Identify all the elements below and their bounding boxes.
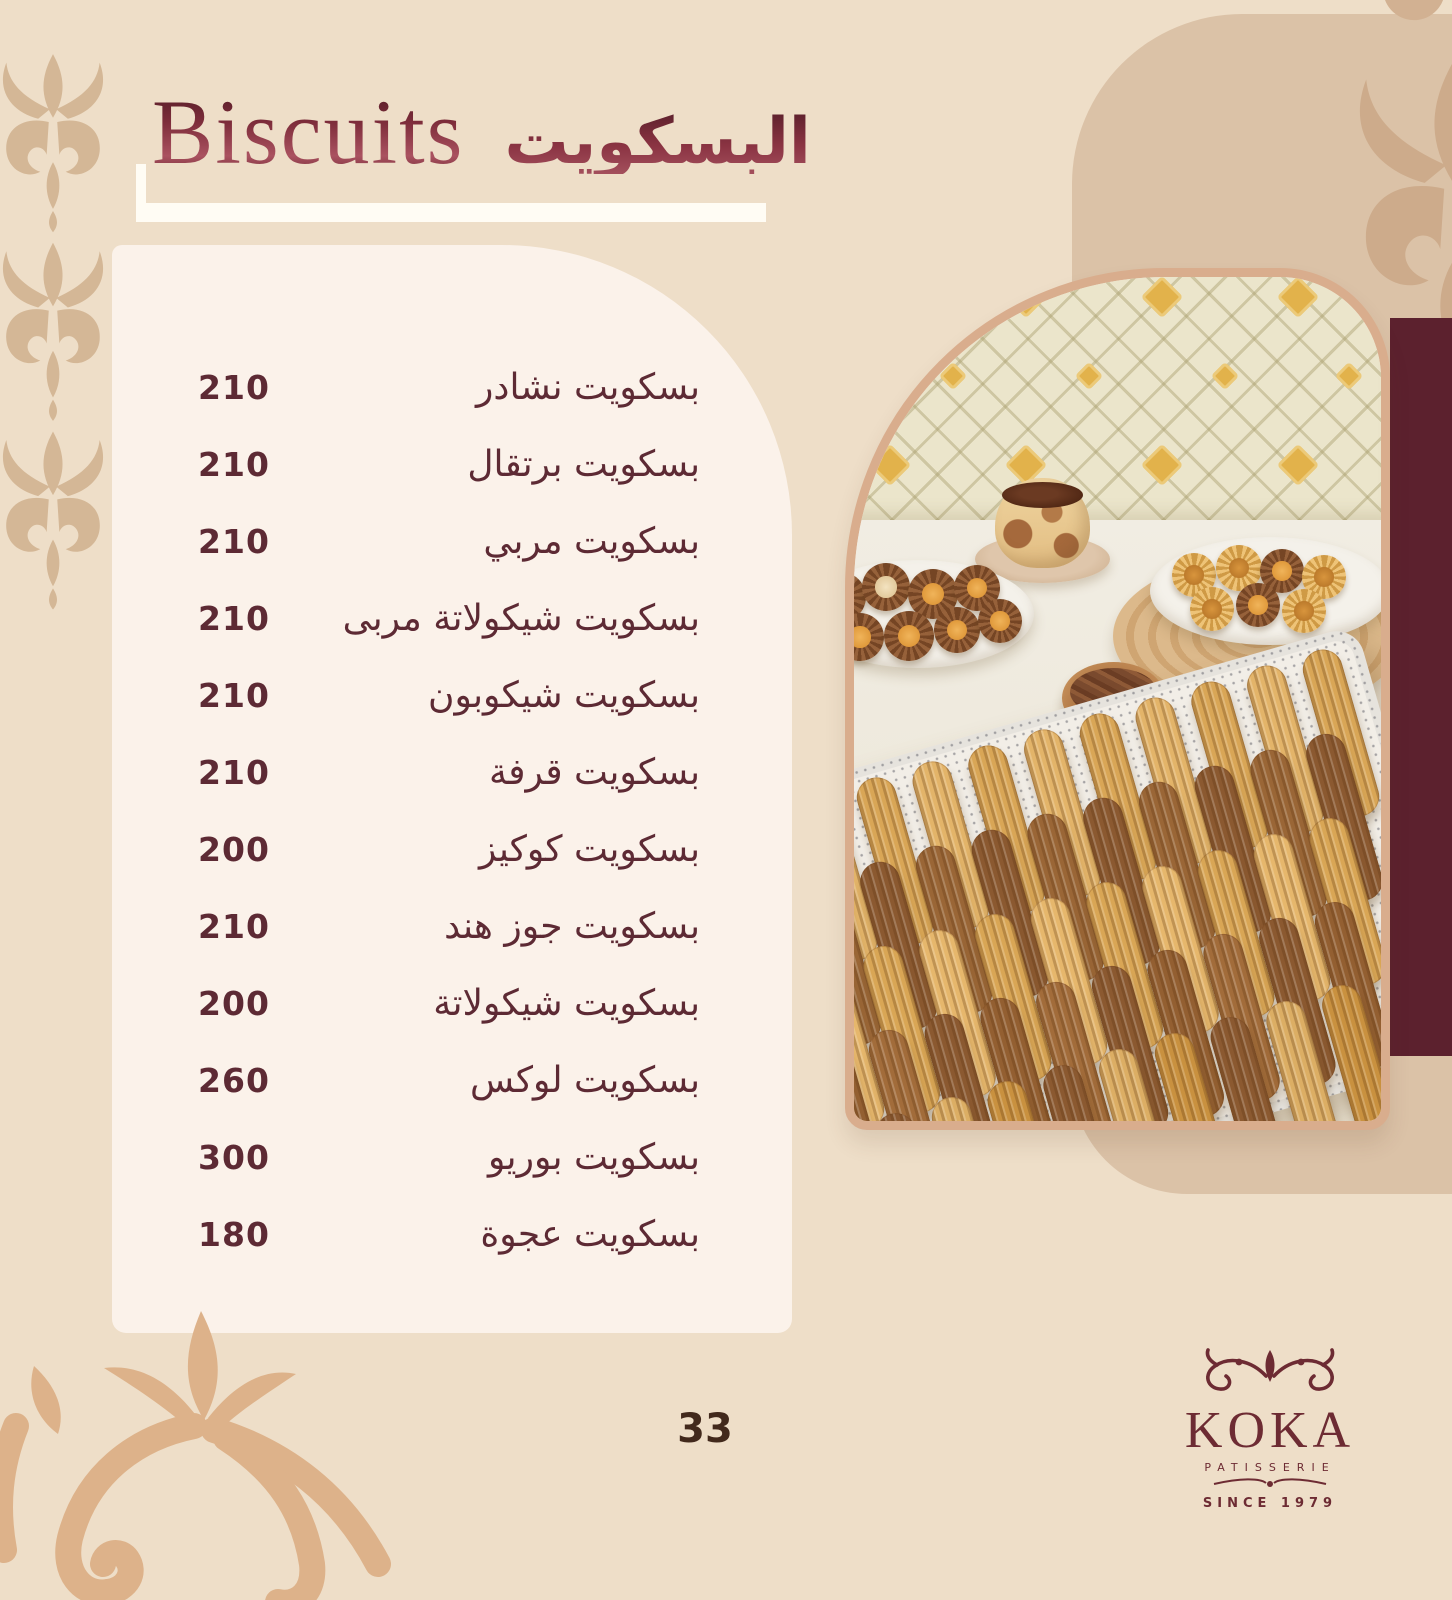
logo-flourish-icon	[1195, 1348, 1345, 1400]
title-underline	[136, 164, 766, 222]
item-price: 210	[198, 753, 270, 792]
item-price: 210	[198, 445, 270, 484]
cookie	[1190, 587, 1234, 631]
menu-row	[112, 580, 792, 657]
wallpaper-diamond	[1277, 444, 1319, 486]
wallpaper-diamond	[1075, 362, 1103, 390]
wallpaper-diamond	[1141, 444, 1183, 486]
menu-row	[112, 888, 792, 965]
menu-row	[112, 1196, 792, 1273]
menu-row	[112, 1042, 792, 1119]
item-price: 200	[198, 830, 270, 869]
menu-row	[112, 734, 792, 811]
maroon-accent-block	[1390, 318, 1452, 1056]
cookie	[884, 611, 934, 661]
item-name: بسكويت كوكيز	[478, 829, 700, 870]
brand-logo	[1150, 1348, 1390, 1511]
logo-brand: KOKA	[1184, 1402, 1356, 1459]
left-damask-ornament	[0, 52, 112, 632]
item-price: 180	[198, 1215, 270, 1254]
item-price: 300	[198, 1138, 270, 1177]
item-price: 210	[198, 907, 270, 946]
cookie	[1236, 583, 1280, 627]
item-price: 200	[198, 984, 270, 1023]
logo-divider-icon	[1210, 1477, 1330, 1489]
item-name: بسكويت شيكولاتة	[433, 983, 700, 1024]
item-price: 210	[198, 368, 270, 407]
cookie	[934, 607, 980, 653]
wallpaper-diamond	[939, 362, 967, 390]
item-price: 210	[198, 522, 270, 561]
menu-row	[112, 349, 792, 426]
menu-row	[112, 426, 792, 503]
chocolate-cup	[995, 478, 1090, 568]
menu-row	[112, 657, 792, 734]
wallpaper-diamond	[869, 444, 911, 486]
item-name: بسكويت شيكولاتة مربى	[342, 598, 700, 639]
menu-row	[112, 965, 792, 1042]
bottom-left-flourish-ornament	[0, 1306, 416, 1600]
cookie	[862, 563, 910, 611]
menu-row	[112, 503, 792, 580]
biscuit-finger	[845, 1124, 901, 1130]
item-name: بسكويت عجوة	[480, 1214, 700, 1255]
wallpaper-diamond	[1005, 276, 1047, 318]
logo-since: SINCE 1979	[1202, 1495, 1338, 1511]
wallpaper-diamond	[869, 276, 911, 318]
menu-card	[112, 245, 792, 1333]
item-name: بسكويت مربي	[483, 521, 700, 562]
menu-list	[112, 349, 792, 1273]
menu-row	[112, 811, 792, 888]
item-name: بسكويت لوكس	[469, 1060, 700, 1101]
item-price: 210	[198, 676, 270, 715]
item-price: 210	[198, 599, 270, 638]
wallpaper-diamond	[1277, 276, 1319, 318]
wallpaper-diamond	[1141, 276, 1183, 318]
logo-subtitle: PATISSERIE	[1204, 1460, 1336, 1474]
item-name: بسكويت قرفة	[488, 752, 700, 793]
page-title-ar: البسكويت	[504, 105, 811, 179]
wallpaper-diamond	[1211, 362, 1239, 390]
page-number: 33	[677, 1406, 733, 1452]
biscuits-photo	[845, 268, 1390, 1130]
cookie	[1282, 589, 1326, 633]
cookie	[978, 599, 1022, 643]
menu-row	[112, 1119, 792, 1196]
page-title-en: Biscuits	[152, 81, 465, 183]
item-price: 260	[198, 1061, 270, 1100]
item-name: بسكويت جوز هند	[444, 906, 700, 947]
item-name: بسكويت برتقال	[467, 444, 700, 485]
item-name: بسكويت شيكوبون	[428, 675, 700, 716]
wallpaper-diamond	[1335, 362, 1363, 390]
item-name: بسكويت نشادر	[476, 367, 700, 408]
wallpaper-pattern	[845, 268, 1390, 520]
item-name: بسكويت بوريو	[487, 1137, 700, 1178]
